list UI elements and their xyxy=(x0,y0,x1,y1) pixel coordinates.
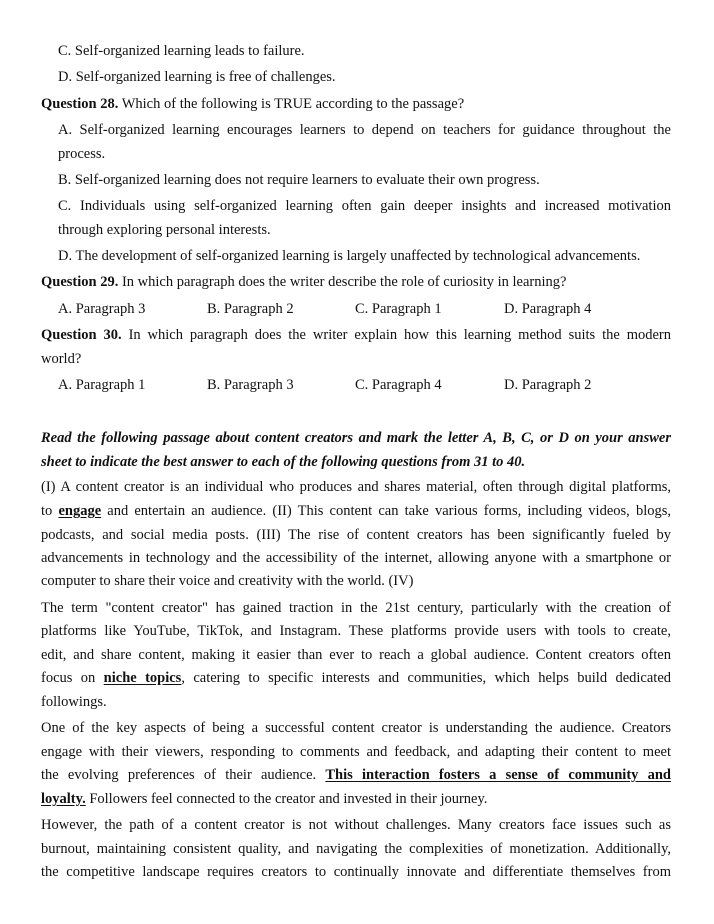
q28-option-a-line2: process. xyxy=(58,146,106,162)
p3-line1: One of the key aspects of being a successful content creator is understanding the audience. Creators xyxy=(41,720,671,736)
question-29-label: Question 29. xyxy=(41,274,119,290)
instructions-line1: Read the following passage about content creators and mark the letter A, B, C, or D on your answer xyxy=(41,430,671,446)
p1-line1: (I) A content creator is an individual who produces and shares material, often through digital platforms, xyxy=(41,479,671,495)
p1-line3: podcasts, and social media posts. (III) The rise of content creators has been significantly fueled by xyxy=(41,527,671,543)
p3-line4: loyalty. Followers feel connected to the creator and invested in their journey. xyxy=(41,791,488,807)
instructions-line2: sheet to indicate the best answer to each of the following questions from 31 to 40. xyxy=(41,454,526,470)
underlined-word-loyalty: loyalty. xyxy=(41,791,86,807)
q30-option-b: B. Paragraph 3 xyxy=(207,377,294,393)
q28-option-c-line2: through exploring personal interests. xyxy=(58,222,271,238)
underlined-word-engage: engage xyxy=(58,503,102,519)
p3-line3: the evolving preferences of their audience. This interaction fosters a sense of community and xyxy=(41,767,671,783)
p2-line5: followings. xyxy=(41,694,107,710)
question-29-text: In which paragraph does the writer describe the role of curiosity in learning? xyxy=(121,274,567,290)
p2-line2: platforms like YouTube, TikTok, and Instagram. These platforms provide users with tools to create, xyxy=(41,623,671,639)
q28-option-d: D. The development of self-organized learning is largely unaffected by technological advancements. xyxy=(58,248,641,264)
question-29 xyxy=(41,273,566,291)
q28-option-b: B. Self-organized learning does not require learners to evaluate their own progress. xyxy=(58,172,540,188)
question-30 xyxy=(41,326,671,344)
q30-option-c: C. Paragraph 4 xyxy=(355,377,442,393)
question-30-text: In which paragraph does the writer explain how this learning method suits the modern xyxy=(128,327,672,343)
q28-option-a-line1: A. Self-organized learning encourages learners to depend on teachers for guidance throughout the xyxy=(58,122,671,138)
underlined-phrase-niche-topics: niche topics xyxy=(103,670,182,686)
q27-option-c: C. Self-organized learning leads to failure. xyxy=(58,43,305,59)
p1-line4: advancements in technology and the accessibility of the internet, allowing anyone with a smartphone or xyxy=(41,550,671,566)
q27-option-d: D. Self-organized learning is free of challenges. xyxy=(58,69,336,85)
question-28-label: Question 28. xyxy=(41,96,119,112)
q29-option-d: D. Paragraph 4 xyxy=(504,301,592,317)
p4-line3: the competitive landscape requires creators to continually innovate and differentiate themselves from xyxy=(41,864,671,880)
p2-line4: focus on niche topics, catering to specific interests and communities, which helps build dedicated xyxy=(41,670,672,686)
p2-line1: The term "content creator" has gained traction in the 21st century, particularly with the creation of xyxy=(41,600,671,616)
question-28-text: Which of the following is TRUE according to the passage? xyxy=(121,96,465,112)
p1-line5: computer to share their voice and creativity with the world. (IV) xyxy=(41,573,414,589)
p4-line1: However, the path of a content creator is not without challenges. Many creators face issues such as xyxy=(41,817,671,833)
q29-option-b: B. Paragraph 2 xyxy=(207,301,294,317)
q30-option-d: D. Paragraph 2 xyxy=(504,377,592,393)
question-28 xyxy=(41,95,464,113)
p3-line2: engage with their viewers, responding to comments and feedback, and adapting their content to meet xyxy=(41,744,671,760)
p4-line2: burnout, maintaining consistent quality, and navigating the complexities of monetization. Additionally, xyxy=(41,841,671,857)
q30-option-a: A. Paragraph 1 xyxy=(58,377,146,393)
question-30-text-line2: world? xyxy=(41,351,82,367)
question-30-label: Question 30. xyxy=(41,327,122,343)
q29-option-a: A. Paragraph 3 xyxy=(58,301,146,317)
q29-option-c: C. Paragraph 1 xyxy=(355,301,442,317)
q28-option-c-line1: C. Individuals using self-organized learning often gain deeper insights and increased motivation xyxy=(58,198,671,214)
p1-line2: to engage and entertain an audience. (II) This content can take various forms, including videos, blogs, xyxy=(41,503,671,519)
underlined-sentence-interaction: This interaction fosters a sense of community and xyxy=(325,767,671,783)
p2-line3: edit, and share content, making it easier than ever to reach a global audience. Content creators often xyxy=(41,647,671,663)
